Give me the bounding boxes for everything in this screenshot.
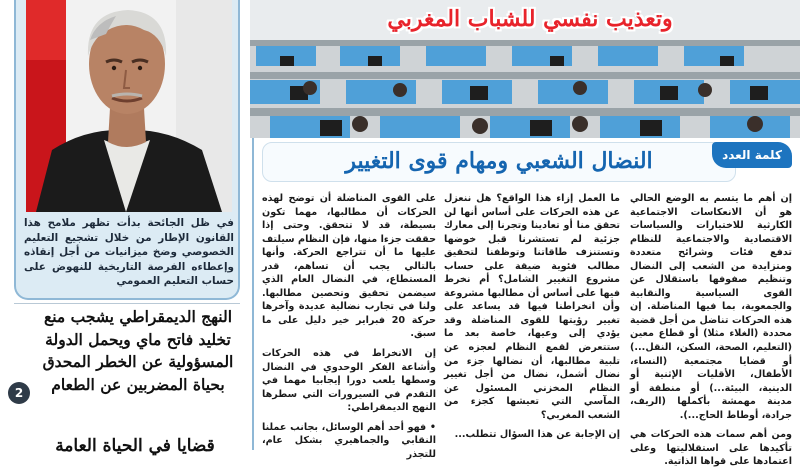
paragraph: • فهو أحد أهم الوسائل، بجانب عملنا النقابي والجماهيري بشكل عام، للتجذر <box>262 421 436 460</box>
paragraph: على القوى المناضلة أن توضح لهذه الحركات أن مطالبها، مهما تكون بسيطة، قد لا تتحقق. وحتى إذا حققت جزءا منها، فإن النظام سيلتف عليها ما أن تتراجع الحركة. وأنها بالتالي يجب أن تساهم، قدر المستطاع، في النضال العام الذي سيضمن تحقيق وتحصين مطالبها. ولنا في تجارب نضالية عديدة وآخرها حركة 20 فبراير خير دليل على ما سبق. <box>262 193 436 340</box>
page-number-badge: 2 <box>8 382 30 404</box>
portrait-illustration <box>26 0 232 212</box>
paragraph: ما العمل إزاء هذا الواقع؟ هل ننعزل عن هذه الحركات على أساس أنها لن تحقق منا أو تعادينا وتجرنا إلى معارك جزئية لم تستشرنا قبل خوضها وتستنزف طاقاتنا وتوظفنا لتحقيق مطالب فئوية ضيقة على حساب مشروع التغيير الشامل؟ أم نخرط فيها على أساس أن مطالبها مشروعة وأن انخراطنا فيها قد يساعد على تغيير رؤيتها للقوى المناضلة وقد يؤدي إلى وعيها، خاصة بعد ما ستتعرض لقمع النظام لعجزه عن تلبية مطالبها، أن نضالها جزء من نضال أشمل، نضال من أجل تغيير النظام المخزني المسئول عن المآسي التي تعيشها كجزء من الشعب المغربي؟ <box>444 193 620 421</box>
article-column-3 <box>262 192 436 460</box>
portrait-card <box>14 0 240 300</box>
article-column-1 <box>630 192 792 468</box>
paragraph: إن الإجابة عن هذا السؤال تتطلب... <box>454 429 620 441</box>
paragraph: إن الانخراط في هذه الحركات وأشاعة الفكر الوحدوي في النضال وسطها يلعب دورا إيجابيا مهما في التقدم في السيرورات التي سطرها النهج الديمقراطي: <box>262 348 436 414</box>
portrait-photo <box>26 0 232 212</box>
column-divider <box>14 303 240 304</box>
article-title: النضال الشعبي ومهام قوى التغيير <box>345 148 653 174</box>
left-column <box>0 0 248 456</box>
portrait-caption: في ظل الجائحة بدأت تظهر ملامح هذا القانون الإطار من خلال تشجيع التعليم الخصوصي وضخ ميزانيات من أجل إنقاذه وإعطاءه الفرصة التاريخية للنهوض على حساب التعليم العمومي <box>24 217 234 288</box>
rubric-label: كلمة العدد <box>712 142 792 168</box>
paragraph: ومن أهم سمات هذه الحركات هي تأكيدها على استقلاليتها وعلى اعتمادها على قواها الذاتية. <box>630 429 792 468</box>
next-teaser-headline: قضايا في الحياة العامة <box>55 436 215 456</box>
paragraph: إن أهم ما يتسم به الوضع الحالي هو أن الانعكاسات الاجتماعية الكارثية للاختيارات والسياسات الاقتصادية والاجتماعية للنظام تدفع فئات وشرائح متعددة ومتزايدة من الشعب إلى النضال وتنظيم صفوفها باستقلال عن القوى السياسية والنقابية والجمعوية، بما فيها المناضلة. إن هذه الحركات تناضل من أجل قضية محددة (الغلاء مثلا) أو قطاع معين (التعليم، الصحة، السكن، النقل...) أو قضايا مجتمعية (النساء، الأطفال، الأقليات الإثنية أو الدينية، البيئة...) أو منطقة أو مدينة مهمشة بأكملها (الريف، جرادة، أوطاط الحاج...). <box>630 193 792 421</box>
top-photo-title: وتعذيب نفسي للشباب المغربي <box>387 6 673 32</box>
article-column-2 <box>444 192 620 450</box>
side-headline: النهج الديمقراطي يشجب منع تخليد فاتح ماي ويحمل الدولة المسؤولية عن الخطر المحدق بحياة المضربين عن الطعام <box>42 307 234 394</box>
